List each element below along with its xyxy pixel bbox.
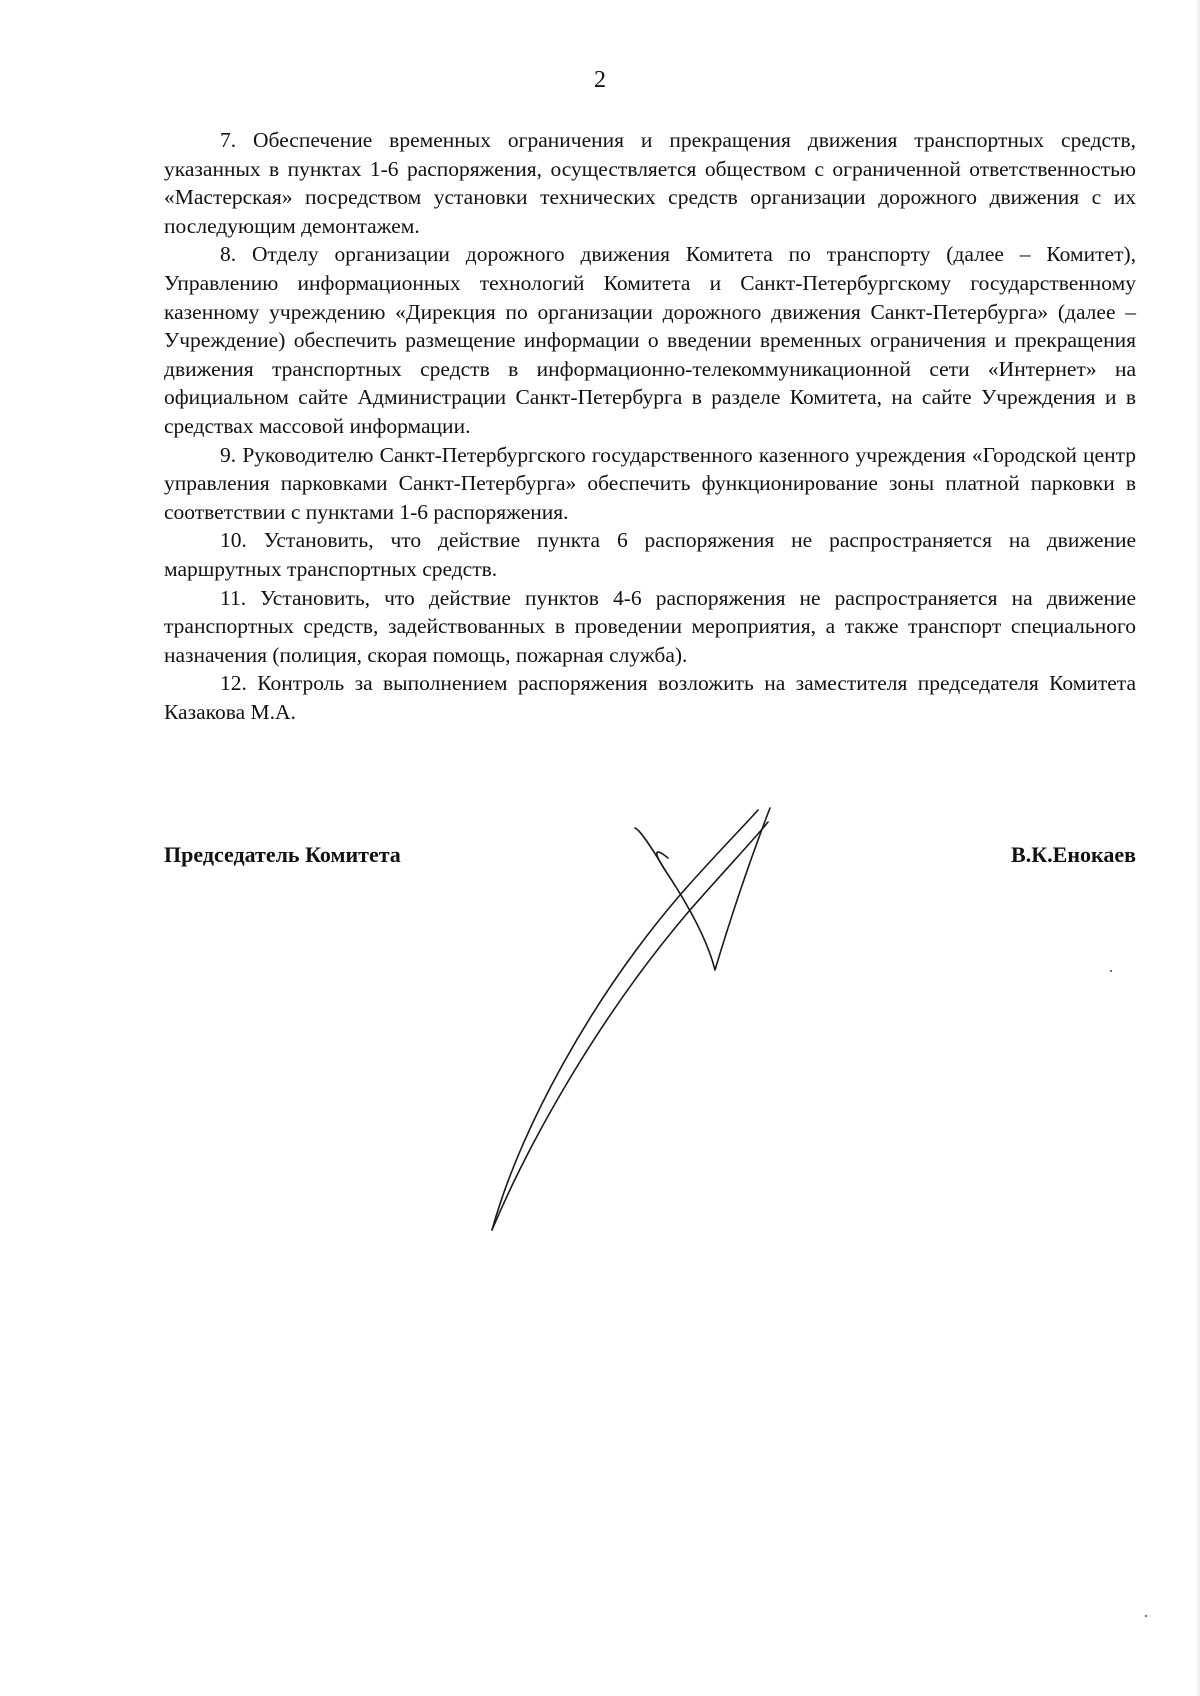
signer-name: В.К.Енокаев <box>1011 842 1136 867</box>
document-body <box>164 126 1136 726</box>
scan-speck <box>1110 970 1112 972</box>
signature-stroke-tail <box>635 828 665 870</box>
signature-stroke-long <box>492 810 758 1230</box>
handwritten-signature <box>480 800 820 1240</box>
paragraph-item-9: 9. Руководителю Санкт-Петербургского государственного казенного учреждения «Городской центр управления парковками Санкт-Петербурга» обеспечить функционирование зоны платной парковки в соответствии с пунктами 1-6 распоряжения. <box>164 442 1136 524</box>
paragraph-item-11: 11. Установить, что действие пунктов 4-6 распоряжения не распространяется на движение транспортных средств, задействованных в проведении мероприятия, а также транспорт специального назначения (полиция, скорая помощь, пожарная служба). <box>164 585 1136 667</box>
paragraph-item-8: 8. Отделу организации дорожного движения Комитета по транспорту (далее – Комитет), Управлению информационных технологий Комитета и Санкт-Петербургскому государственному казенному учреждению «Дирекция по организации дорожного движения Санкт-Петербурга» (далее – Учреждение) обеспечить размещение информации о введении временных ограничения и прекращения движения транспортных средств в информационно-телекоммуникационной сети «Интернет» на официальном сайте Администрации Санкт-Петербурга в разделе Комитета, на сайте Учреждения и в средствах массовой информации. <box>164 242 1136 438</box>
paragraph-item-7: 7. Обеспечение временных ограничения и прекращения движения транспортных средств, указанных в пунктах 1-6 распоряжения, осуществляется обществом с ограниченной ответственностью «Мастерская» посредством установки технических средств организации дорожного движения с их последующим демонтажем. <box>164 128 1136 238</box>
paragraph-item-10: 10. Установить, что действие пункта 6 распоряжения не распространяется на движение маршрутных транспортных средств. <box>164 528 1136 581</box>
signature-stroke-loop <box>657 808 770 970</box>
scan-edge-shadow <box>1194 0 1200 1696</box>
page-number: 2 <box>594 67 606 93</box>
paragraph-item-12: 12. Контроль за выполнением распоряжения возложить на заместителя председателя Комитета Казакова М.А. <box>164 671 1136 724</box>
scan-speck <box>1145 1615 1147 1617</box>
signer-title: Председатель Комитета <box>164 842 401 867</box>
signature-stroke-return <box>492 822 768 1230</box>
